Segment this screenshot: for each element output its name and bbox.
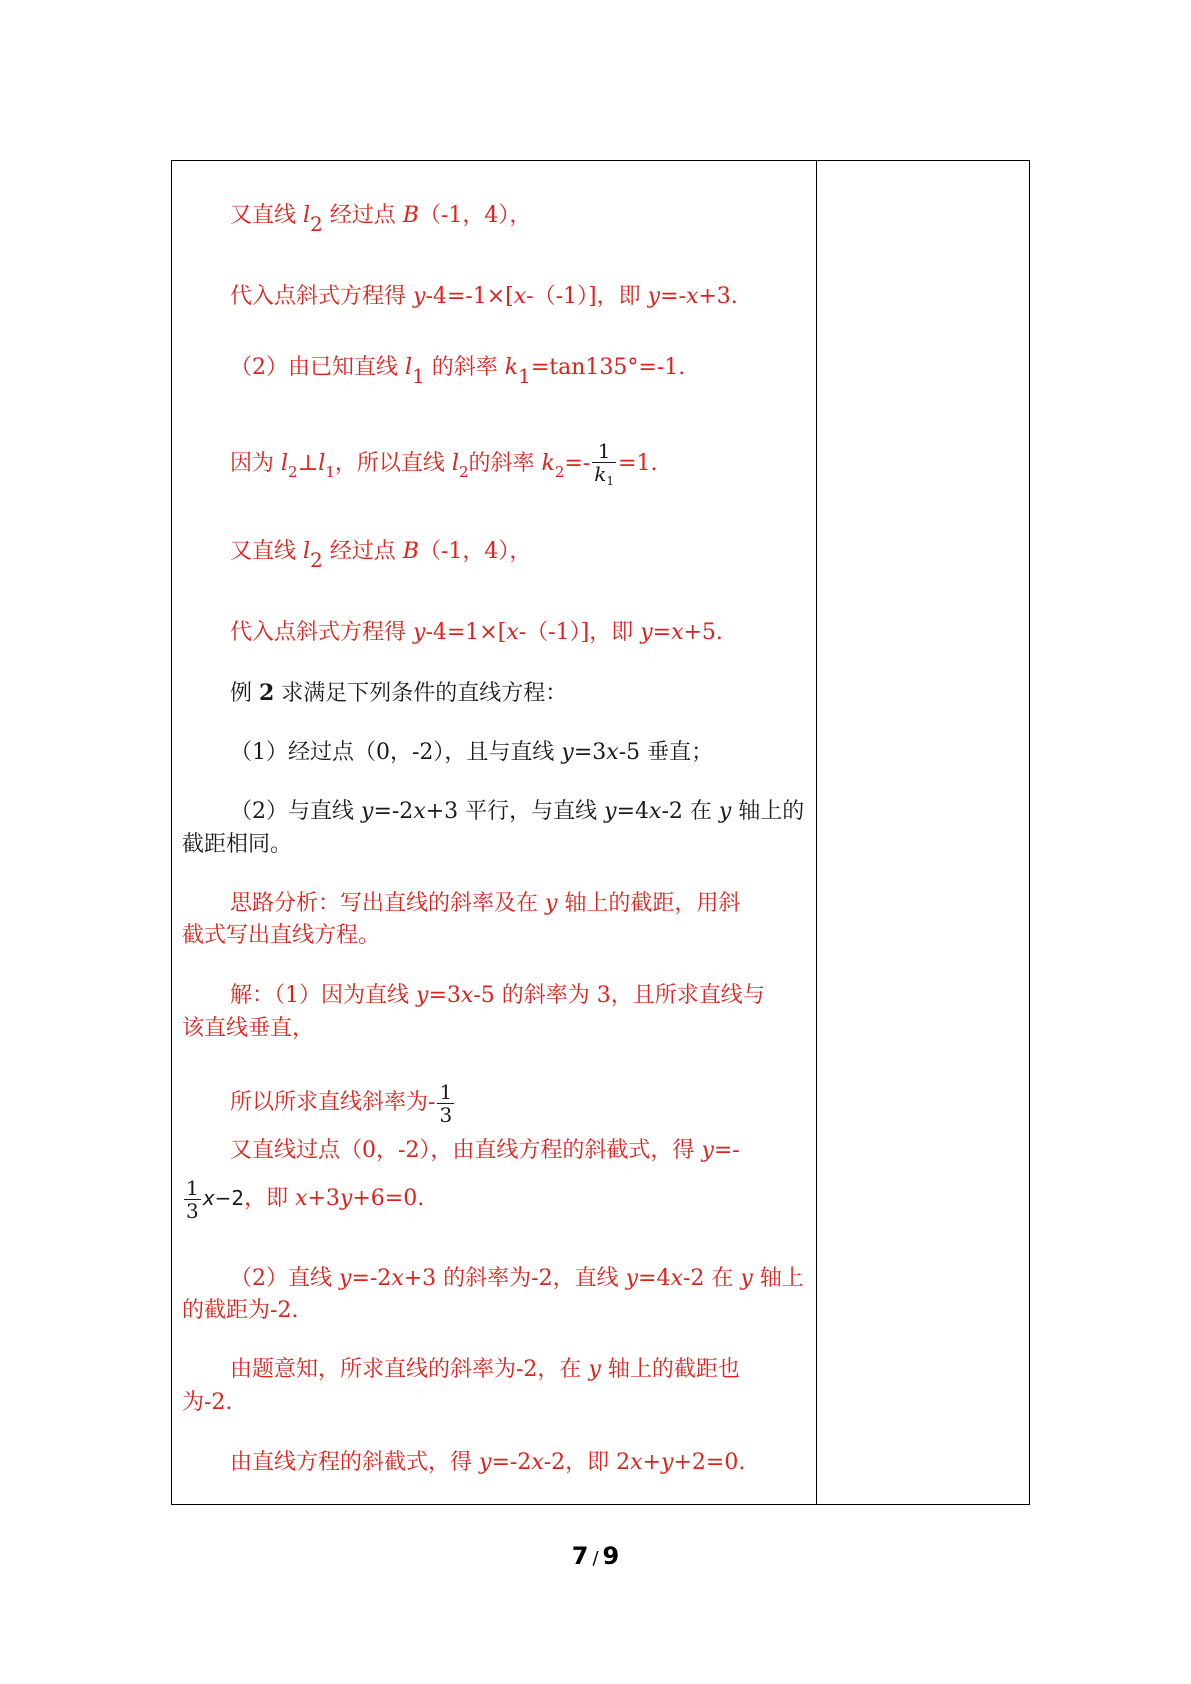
- var: y: [339, 1186, 353, 1211]
- text: 又直线: [230, 203, 303, 228]
- text: =-2: [491, 1450, 532, 1475]
- text: （2）由已知直线: [230, 355, 405, 380]
- text: -2，即 2: [543, 1450, 631, 1475]
- var-l: l: [303, 539, 311, 564]
- text: =tan135°=-1.: [530, 355, 686, 380]
- text: （2）直线: [230, 1266, 339, 1291]
- perp-symbol: ⊥: [297, 451, 319, 476]
- text-line-22: [230, 1446, 745, 1480]
- text: 思路分析：写出直线的斜率及在: [230, 891, 545, 916]
- text: =1.: [618, 451, 658, 476]
- var: y: [640, 620, 653, 645]
- fraction-numerator: 1: [186, 1175, 199, 1200]
- text: 代入点斜式方程得: [230, 284, 413, 309]
- text-line-19: 的截距为-2.: [182, 1298, 299, 1323]
- var-l: l: [303, 203, 311, 228]
- fraction: [592, 440, 616, 488]
- text: +: [642, 1450, 662, 1475]
- text-line-12: 截式写出直线方程。: [182, 923, 381, 948]
- text: -4=1×[: [425, 620, 507, 645]
- text: =4: [638, 1266, 671, 1291]
- text: =-: [564, 451, 591, 476]
- text: 由题意知，所求直线的斜率为-2，在: [230, 1357, 589, 1382]
- text-line-8: [230, 736, 713, 770]
- text: 求满足下列条件的直线方程：: [274, 681, 568, 706]
- example-number: 2: [259, 680, 275, 706]
- text: =4: [616, 799, 650, 824]
- text: （-1，4），: [418, 203, 532, 228]
- text: -4=-1×[: [425, 284, 514, 309]
- var: l: [281, 451, 289, 476]
- var: l: [405, 355, 413, 380]
- text-line-20: [230, 1353, 740, 1387]
- var: x: [630, 1450, 643, 1475]
- text: 轴上的截距，用斜: [557, 891, 741, 916]
- var: k: [594, 462, 607, 486]
- text: 轴上的截距也: [600, 1357, 740, 1382]
- subscript: 2: [310, 548, 323, 572]
- text-line-21: 为-2.: [182, 1390, 233, 1415]
- text-line-15: [230, 1076, 456, 1130]
- var: y: [361, 799, 374, 824]
- text: 经过点: [322, 203, 403, 228]
- text-line-6: [230, 616, 723, 650]
- var: x: [202, 1186, 215, 1210]
- subscript: 1: [518, 364, 531, 388]
- text: 轴上: [752, 1266, 804, 1291]
- subscript: 1: [325, 463, 335, 481]
- var: y: [416, 983, 429, 1008]
- text: =-: [660, 284, 686, 309]
- subscript: 1: [606, 474, 615, 488]
- var: y: [413, 284, 426, 309]
- page-number: [0, 1542, 1191, 1570]
- text: =-2: [351, 1266, 392, 1291]
- text-line-5: [230, 534, 532, 572]
- text: -5 垂直；: [618, 740, 714, 765]
- var: y: [545, 891, 558, 916]
- var: y: [339, 1266, 352, 1291]
- text: 由直线方程的斜截式，得: [230, 1450, 479, 1475]
- text: +2=0.: [673, 1450, 746, 1475]
- text: 又直线: [230, 539, 303, 564]
- subscript: 1: [412, 364, 425, 388]
- text: =3: [573, 740, 607, 765]
- text: 又直线过点（0，-2），由直线方程的斜截式，得: [230, 1138, 702, 1163]
- text: −2: [214, 1186, 245, 1210]
- var: y: [479, 1450, 492, 1475]
- text-line-14: 该直线垂直，: [182, 1016, 315, 1041]
- text-line-1: [230, 198, 532, 236]
- subscript: 2: [310, 212, 323, 236]
- text-line-11: [230, 887, 740, 921]
- var: y: [413, 620, 426, 645]
- var: y: [701, 1138, 714, 1163]
- var: y: [718, 799, 732, 824]
- var: k: [541, 451, 555, 476]
- text: 的斜率: [468, 451, 542, 476]
- var: x: [671, 620, 684, 645]
- text: -2 在: [682, 1266, 741, 1291]
- text: 例: [230, 681, 259, 706]
- text: 轴上的: [731, 799, 805, 824]
- text: 经过点: [322, 539, 403, 564]
- text: （1）经过点（0，-2），且与直线: [230, 740, 562, 765]
- text-line-17: [182, 1172, 424, 1225]
- var: l: [318, 451, 326, 476]
- fraction-denominator: 3: [186, 1198, 199, 1223]
- var-B: B: [402, 539, 419, 564]
- var: y: [740, 1266, 753, 1291]
- var: x: [606, 740, 619, 765]
- text: （-1，4），: [418, 539, 532, 564]
- fraction-numerator: 1: [439, 1079, 453, 1104]
- var: y: [588, 1357, 601, 1382]
- fraction-denominator: [592, 463, 616, 488]
- var-B: B: [402, 203, 419, 228]
- fraction-denominator: 3: [439, 1102, 453, 1127]
- text: 解：（1）因为直线: [230, 983, 416, 1008]
- text-line-10: 截距相同。: [182, 832, 293, 857]
- text-line-13: [230, 979, 765, 1013]
- var: x: [513, 284, 527, 309]
- var: l: [451, 451, 459, 476]
- text: +5.: [683, 620, 723, 645]
- subscript: 2: [458, 463, 469, 481]
- page-separator: /: [592, 1548, 599, 1569]
- var: k: [504, 355, 519, 380]
- fraction: [184, 1177, 201, 1222]
- fraction: [437, 1081, 454, 1126]
- subscript: 2: [554, 463, 565, 481]
- text: -5 的斜率为 3，且所求直线与: [473, 983, 765, 1008]
- text-line-3: [230, 350, 686, 388]
- var: y: [625, 1266, 639, 1291]
- text-line-4: [230, 438, 657, 491]
- text-line-16: [230, 1134, 740, 1168]
- text: +3: [307, 1186, 340, 1211]
- text: ，即: [244, 1186, 296, 1211]
- text: =-2: [373, 799, 414, 824]
- text: -2 在: [661, 799, 719, 824]
- text: （2）与直线: [230, 799, 361, 824]
- var: x: [649, 799, 662, 824]
- text: -（-1）]，即: [518, 620, 641, 645]
- text: =-: [713, 1138, 740, 1163]
- var: y: [604, 799, 617, 824]
- text: +3 的斜率为-2，直线: [403, 1266, 626, 1291]
- fraction-numerator: 1: [592, 440, 616, 463]
- var: x: [506, 620, 519, 645]
- text-line-7: [230, 676, 567, 711]
- subscript: 2: [288, 463, 298, 481]
- var: x: [391, 1266, 404, 1291]
- text-line-18: [230, 1262, 804, 1296]
- var: y: [647, 284, 661, 309]
- var: x: [685, 284, 699, 309]
- text: 因为: [230, 451, 281, 476]
- var: y: [661, 1450, 674, 1475]
- table-column-divider: [816, 160, 817, 1505]
- page-current: 7: [571, 1542, 589, 1570]
- var: x: [295, 1186, 308, 1211]
- page-total: 9: [602, 1542, 620, 1570]
- text: +3 平行，与直线: [425, 799, 605, 824]
- text: =3: [428, 983, 461, 1008]
- var: y: [561, 740, 574, 765]
- text-line-9: [230, 795, 804, 829]
- text-line-2: [230, 280, 738, 314]
- text: =: [652, 620, 672, 645]
- var: x: [413, 799, 426, 824]
- text: +3.: [698, 284, 738, 309]
- text: +6=0.: [352, 1186, 425, 1211]
- text: 所以所求直线斜率为-: [230, 1090, 436, 1115]
- text: 代入点斜式方程得: [230, 620, 413, 645]
- text: 的斜率: [424, 355, 505, 380]
- text: -（-1）]，即: [526, 284, 648, 309]
- var: x: [531, 1450, 544, 1475]
- var: x: [670, 1266, 683, 1291]
- var: x: [460, 983, 474, 1008]
- text: ，所以直线: [334, 451, 452, 476]
